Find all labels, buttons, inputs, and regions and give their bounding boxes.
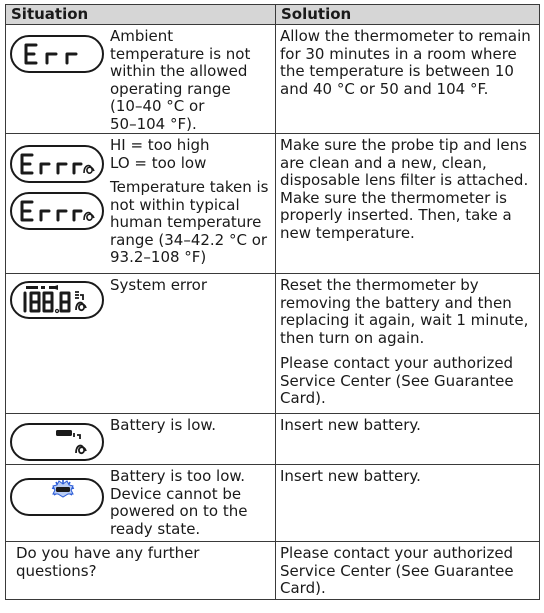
solution-cell xyxy=(276,134,540,274)
solution-text: Make sure the probe tip and lens are clean and a new, clean, disposable lens filter is attached. Make sure the thermometer is properly inserted. Then, take a new temperature. xyxy=(280,136,529,242)
situation-cell xyxy=(6,465,276,542)
situation-cell xyxy=(6,134,276,274)
troubleshooting-table-wrapper xyxy=(5,4,539,600)
solution-text: Insert new battery. xyxy=(280,416,421,434)
solution-text: Please contact your authorized Service Center (See Guarantee Card). xyxy=(280,544,514,597)
solution-text: Allow the thermometer to remain for 30 minutes in a room where the temperature is between 10 and 40 °C or 50 and 104 °F. xyxy=(280,27,531,98)
troubleshooting-table xyxy=(5,4,540,600)
battery-flashing-display-icon xyxy=(10,478,104,516)
table-row xyxy=(6,134,540,274)
table-row xyxy=(6,542,540,600)
solution-text: Reset the thermometer by removing the battery and then replacing it again, wait 1 minute, then turn on again. xyxy=(280,276,529,347)
situation-cell xyxy=(6,542,276,600)
situation-text: Battery is low. xyxy=(110,416,217,434)
solution-text: Please contact your authorized Service Center (See Guarantee Card). xyxy=(280,354,514,407)
table-row xyxy=(6,274,540,414)
situation-cell xyxy=(6,274,276,414)
situation-text: HI = too high LO = too low Temperature taken is not within typical human temperature range (34–42.2 °C or 93.2–108 °F) xyxy=(110,136,269,266)
table-row xyxy=(6,465,540,542)
solution-text: Insert new battery. xyxy=(280,467,421,485)
battery-low-display-icon xyxy=(10,423,104,461)
situation-text: Do you have any further questions? xyxy=(16,544,200,580)
table-row xyxy=(6,414,540,465)
solution-cell xyxy=(276,465,540,542)
situation-header: Situation xyxy=(6,5,276,25)
err-range-display-icon xyxy=(10,192,104,230)
situation-cell xyxy=(6,414,276,465)
solution-cell xyxy=(276,542,540,600)
solution-cell xyxy=(276,25,540,134)
solution-header: Solution xyxy=(276,5,540,25)
table-row xyxy=(6,25,540,134)
err-hi-lo-display-icon xyxy=(10,145,104,183)
situation-text: System error xyxy=(110,276,208,294)
solution-cell xyxy=(276,274,540,414)
header-row xyxy=(6,5,540,25)
situation-text: Ambient temperature is not within the allowed operating range (10–40 °C or 50–104 °F). xyxy=(110,27,251,133)
all-segments-display-icon xyxy=(10,281,104,319)
situation-cell xyxy=(6,25,276,134)
solution-cell xyxy=(276,414,540,465)
err-display-icon xyxy=(10,35,104,73)
situation-text: Battery is too low. Device cannot be powered on to the ready state. xyxy=(110,467,248,538)
